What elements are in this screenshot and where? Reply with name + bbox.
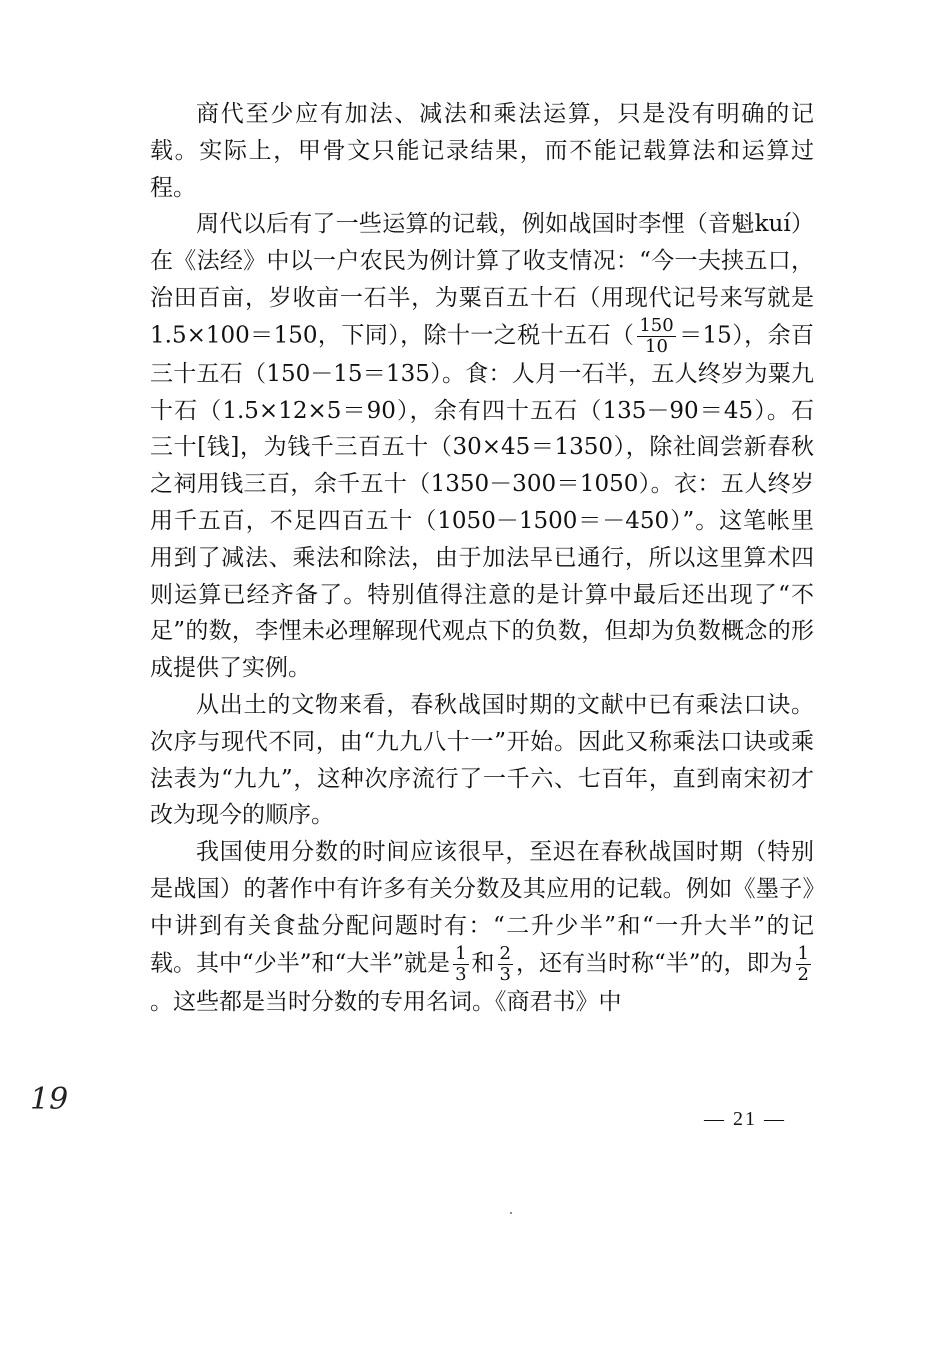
paragraph-text: 商代至少应有加法、减法和乘法运算，只是没有明确的记载。实际上，甲骨文只能记录结果，而不能记载算法和运算过程。 [150, 101, 814, 201]
paragraph-text-after-fraction: ＝15），余百三十五石（150－15＝135）。食：人月一石半，五人终岁为粟九十石（1.5×12×5＝90），余有四十五石（135－90＝45）。石三十[钱]，为钱千三百五十（30×45＝1350），除社闾尝新春秋之祠用钱三百，余千五十（1350－300＝1050）。衣：五人终岁用千五百，不足四百五十（1050－1500＝－450）”。这笔帐里用到了减法、乘法和除法，由于加法早已通行，所以这里算术四则运算已经齐备了。特别值得注意的是计算中最后还出现了“不足”的数，李悝未必理解现代观点下的负数，但却为负数概念的形成提供了实例。 [150, 322, 814, 682]
paragraph-shang-arithmetic [150, 96, 814, 206]
fraction-numerator: 2 [499, 942, 511, 964]
paragraph-li-kui-accounts [150, 206, 814, 687]
body-text [150, 96, 814, 1020]
paragraph-fractions-history [150, 834, 814, 1020]
page-number: — 21 — [704, 1108, 786, 1130]
paragraph-multiplication-table [150, 687, 814, 834]
fraction-two-thirds [498, 942, 513, 985]
fraction-numerator: 1 [797, 942, 809, 964]
fraction-denominator: 10 [645, 335, 668, 357]
handwritten-margin-mark: 19 [30, 1082, 69, 1117]
fraction-denominator: 3 [455, 963, 467, 985]
fraction-denominator: 2 [797, 963, 809, 985]
fraction-150-over-10 [637, 314, 675, 357]
paragraph-text-part-3: ，还有当时称“半”的，即为 [516, 950, 793, 977]
paragraph-text-part-4: 。这些都是当时分数的专用名词。《商君书》中 [150, 988, 622, 1015]
paragraph-text-before-fraction: 周代以后有了一些运算的记载，例如战国时李悝（音魁kuí）在《法经》中以一户农民为例计算了收支情况：“今一夫挟五口，治田百亩，岁收亩一石半，为粟百五十石（用现代记号来写就是 1.5×100＝150，下同），除十一之税十五石（ [150, 211, 814, 349]
fraction-one-half [796, 942, 811, 985]
fraction-denominator: 3 [499, 963, 511, 985]
fraction-numerator: 1 [455, 942, 467, 964]
fraction-one-third [453, 942, 468, 985]
fraction-numerator: 150 [639, 314, 674, 336]
scan-speck [510, 1212, 512, 1214]
paragraph-text-part-1: 我国使用分数的时间应该很早，至迟在春秋战国时期（特别是战国）的著作中有许多有关分数及其应用的记载。例如《墨子》中讲到有关食盐分配问题时有：“二升少半”和“一升大半”的记载。其中“少半”和“大半”就是 [150, 839, 814, 977]
paragraph-text-part-2: 和 [471, 950, 495, 977]
paragraph-text: 从出土的文物来看，春秋战国时期的文献中已有乘法口诀。次序与现代不同，由“九九八十一”开始。因此又称乘法口诀或乘法表为“九九”，这种次序流行了一千六、七百年，直到南宋初才改为现今的顺序。 [150, 691, 814, 829]
